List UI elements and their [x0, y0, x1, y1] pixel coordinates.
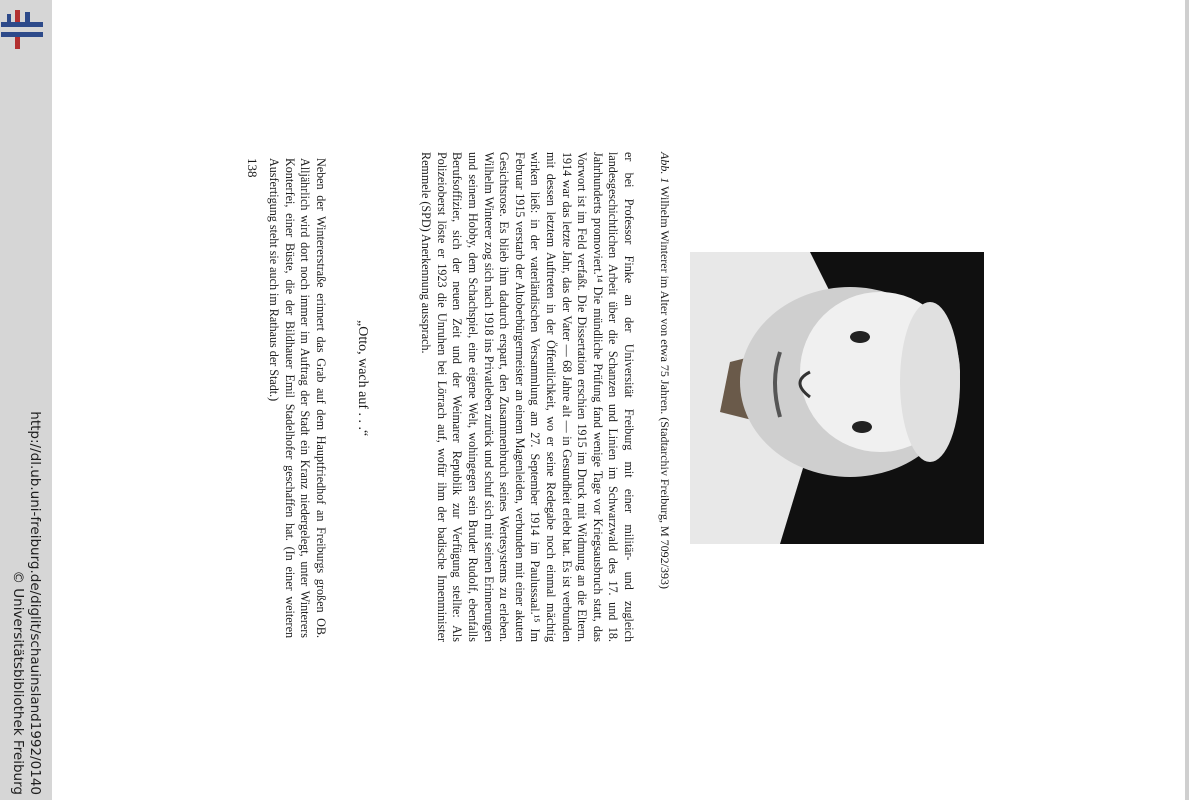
paragraph-text: Neben der Wintererstraße erinnert das Grab auf dem Hauptfriedhof an Freiburgs großen OB. Alljährlich wird dort noch immer im Auftrag der Stadt ein Kranz niedergelegt, unter Winterers Konterfei, einer Büste, die der Bildhauer Emil Stadelhofer geschaffen hat. (In einer weiteren Ausfertigung steht sie auch im Rathaus der Stadt.): [267, 158, 328, 638]
caption-label: Abb. 1: [658, 152, 672, 184]
portrait-photo: [690, 252, 984, 544]
caption-text: Wilhelm Winterer im Alter von etwa 75 Jahren. (Stadtarchiv Freiburg, M 7092/393): [658, 186, 672, 589]
figure-caption: [657, 152, 672, 622]
body-paragraph-1: [418, 152, 636, 642]
viewer-sidebar: [0, 0, 52, 800]
side-credit: [9, 5, 43, 795]
page-number: 138: [245, 158, 260, 178]
scrollbar[interactable]: [1185, 0, 1189, 800]
paragraph-text: er bei Professor Finke an der Universität Freiburg mit einer militär- und zugleich landesgeschichtlichen Arbeit über die Schanzen und Linien im Schwarzwald des 17. und 18. Jahrhunderts promoviert.¹⁴ Die mündliche Prüfung fand wenige Tage vor Kriegsausbruch statt, das Vorwort ist im Feld verfaßt. Die Dissertation erschien 1915 im Druck mit Widmung an die Eltern. 1914 war das letzte Jahr, das der Vater — 68 Jahre alt — in Gesundheit erlebt hat. Es ist verbunden mit dessen letztem Auftreten in der Öffentlichkeit, wo er seine Redegabe noch einmal mächtig wirken ließ: in der vaterländischen Versammlung am 27. September 1914 im Paulussaal.¹⁵ Im Februar 1915 verstarb der Altoberbürgermeister an einem Magenleiden, verbunden mit einer akuten Gesichtsrose. Es blieb ihm dadurch erspart, den Zusammenbruch seines Wertesystems zu erleben. Wilhelm Winterer zog sich nach 1918 ins Privatleben zurück und schuf sich mit seinen Erinnerungen und seinem Hobby, dem Schachspiel, eine eigene Welt, wohingegen sein Bruder Rudolf, ebenfalls Berufsoffizier, sich der neuen Zeit und der Weimarer Republik zur Verfügung stellte: Als Polizeioberst löste er 1923 die Unruhen bei Lörrach auf, wofür ihm der badische Innenminister Remmele (SPD) Anerkennung aussprach.: [419, 152, 636, 642]
portrait-image: [690, 252, 984, 544]
source-url[interactable]: http://dl.ub.uni-freiburg.de/diglit/schauinsland1992/0140: [27, 411, 43, 795]
section-heading: „Otto, wach auf . . .“: [355, 320, 370, 437]
body-paragraph-2: [253, 158, 340, 638]
copyright-notice: © Universitätsbibliothek Freiburg: [10, 570, 26, 795]
